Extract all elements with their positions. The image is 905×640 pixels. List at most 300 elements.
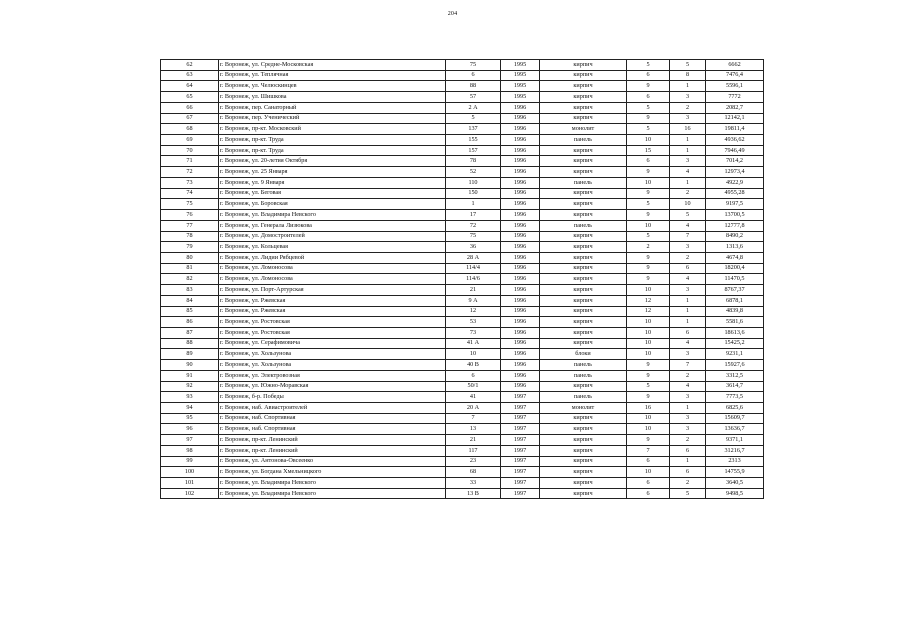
table-row bbox=[161, 188, 764, 199]
floors-cell: 9 bbox=[627, 167, 670, 178]
year-cell: 1996 bbox=[501, 231, 540, 242]
address-cell: г. Воронеж, ул. Владимира Невского bbox=[219, 210, 446, 221]
year-cell: 1996 bbox=[501, 210, 540, 221]
area-cell: 3614,7 bbox=[706, 381, 764, 392]
area-cell: 6878,1 bbox=[706, 295, 764, 306]
entrances-cell: 1 bbox=[670, 306, 706, 317]
floors-cell: 6 bbox=[627, 456, 670, 467]
house-number-cell: 52 bbox=[446, 167, 501, 178]
area-cell: 11470,5 bbox=[706, 274, 764, 285]
wall-material-cell: кирпич bbox=[540, 274, 627, 285]
row-number: 96 bbox=[161, 424, 219, 435]
area-cell: 15609,7 bbox=[706, 413, 764, 424]
year-cell: 1996 bbox=[501, 295, 540, 306]
table-row bbox=[161, 392, 764, 403]
area-cell: 4936,62 bbox=[706, 135, 764, 146]
row-number: 86 bbox=[161, 317, 219, 328]
entrances-cell: 3 bbox=[670, 285, 706, 296]
house-number-cell: 7 bbox=[446, 413, 501, 424]
year-cell: 1996 bbox=[501, 370, 540, 381]
entrances-cell: 4 bbox=[670, 220, 706, 231]
wall-material-cell: кирпич bbox=[540, 167, 627, 178]
floors-cell: 10 bbox=[627, 135, 670, 146]
wall-material-cell: кирпич bbox=[540, 242, 627, 253]
address-cell: г. Воронеж, ул. Теплячная bbox=[219, 70, 446, 81]
year-cell: 1997 bbox=[501, 392, 540, 403]
table-row bbox=[161, 360, 764, 371]
house-number-cell: 5 bbox=[446, 113, 501, 124]
row-number: 72 bbox=[161, 167, 219, 178]
row-number: 69 bbox=[161, 135, 219, 146]
area-cell: 4839,8 bbox=[706, 306, 764, 317]
entrances-cell: 2 bbox=[670, 188, 706, 199]
row-number: 101 bbox=[161, 478, 219, 489]
house-number-cell: 114/4 bbox=[446, 263, 501, 274]
address-cell: г. Воронеж, ул. Ростовская bbox=[219, 327, 446, 338]
house-number-cell: 150 bbox=[446, 188, 501, 199]
house-number-cell: 114/6 bbox=[446, 274, 501, 285]
page-number: 204 bbox=[447, 11, 458, 17]
entrances-cell: 3 bbox=[670, 349, 706, 360]
year-cell: 1997 bbox=[501, 467, 540, 478]
row-number: 88 bbox=[161, 338, 219, 349]
entrances-cell: 2 bbox=[670, 478, 706, 489]
entrances-cell: 3 bbox=[670, 92, 706, 103]
address-cell: г. Воронеж, ул. Владимира Невского bbox=[219, 478, 446, 489]
house-number-cell: 2 А bbox=[446, 102, 501, 113]
area-cell: 19811,4 bbox=[706, 124, 764, 135]
row-number: 74 bbox=[161, 188, 219, 199]
entrances-cell: 1 bbox=[670, 403, 706, 414]
floors-cell: 10 bbox=[627, 317, 670, 328]
address-cell: г. Воронеж, ул. Электровозная bbox=[219, 370, 446, 381]
entrances-cell: 3 bbox=[670, 242, 706, 253]
wall-material-cell: кирпич bbox=[540, 231, 627, 242]
house-number-cell: 50/1 bbox=[446, 381, 501, 392]
entrances-cell: 10 bbox=[670, 199, 706, 210]
entrances-cell: 7 bbox=[670, 360, 706, 371]
address-cell: г. Воронеж, ул. Серафимовича bbox=[219, 338, 446, 349]
year-cell: 1996 bbox=[501, 102, 540, 113]
wall-material-cell: кирпич bbox=[540, 478, 627, 489]
entrances-cell: 6 bbox=[670, 263, 706, 274]
year-cell: 1996 bbox=[501, 242, 540, 253]
table-row bbox=[161, 478, 764, 489]
entrances-cell: 1 bbox=[670, 317, 706, 328]
area-cell: 8490,2 bbox=[706, 231, 764, 242]
address-cell: г. Воронеж, ул. Хользунова bbox=[219, 360, 446, 371]
area-cell: 2313 bbox=[706, 456, 764, 467]
wall-material-cell: кирпич bbox=[540, 188, 627, 199]
wall-material-cell: монолит bbox=[540, 403, 627, 414]
address-cell: г. Воронеж, ул. Беговая bbox=[219, 188, 446, 199]
entrances-cell: 3 bbox=[670, 392, 706, 403]
table-row bbox=[161, 199, 764, 210]
address-cell: г. Воронеж, пр-кт. Труда bbox=[219, 135, 446, 146]
wall-material-cell: кирпич bbox=[540, 199, 627, 210]
house-number-cell: 13 bbox=[446, 424, 501, 435]
house-number-cell: 1 bbox=[446, 199, 501, 210]
housing-table bbox=[160, 59, 764, 499]
floors-cell: 6 bbox=[627, 156, 670, 167]
wall-material-cell: кирпич bbox=[540, 445, 627, 456]
floors-cell: 6 bbox=[627, 70, 670, 81]
address-cell: г. Воронеж, пр-кт. Ленинский bbox=[219, 445, 446, 456]
year-cell: 1996 bbox=[501, 327, 540, 338]
wall-material-cell: кирпич bbox=[540, 338, 627, 349]
wall-material-cell: кирпич bbox=[540, 413, 627, 424]
row-number: 73 bbox=[161, 177, 219, 188]
floors-cell: 5 bbox=[627, 60, 670, 71]
entrances-cell: 5 bbox=[670, 488, 706, 499]
address-cell: г. Воронеж, ул. Домостроителей bbox=[219, 231, 446, 242]
entrances-cell: 2 bbox=[670, 435, 706, 446]
year-cell: 1997 bbox=[501, 456, 540, 467]
entrances-cell: 7 bbox=[670, 231, 706, 242]
year-cell: 1997 bbox=[501, 413, 540, 424]
table-row bbox=[161, 488, 764, 499]
table-row bbox=[161, 177, 764, 188]
floors-cell: 10 bbox=[627, 424, 670, 435]
house-number-cell: 137 bbox=[446, 124, 501, 135]
area-cell: 4955,28 bbox=[706, 188, 764, 199]
address-cell: г. Воронеж, пр-кт. Труда bbox=[219, 145, 446, 156]
entrances-cell: 16 bbox=[670, 124, 706, 135]
table-row bbox=[161, 60, 764, 71]
house-number-cell: 155 bbox=[446, 135, 501, 146]
table-row bbox=[161, 156, 764, 167]
address-cell: г. Воронеж, ул. Ломоносова bbox=[219, 263, 446, 274]
area-cell: 7014,2 bbox=[706, 156, 764, 167]
address-cell: г. Воронеж, ул. Южно-Моравская bbox=[219, 381, 446, 392]
year-cell: 1996 bbox=[501, 274, 540, 285]
house-number-cell: 36 bbox=[446, 242, 501, 253]
wall-material-cell: кирпич bbox=[540, 317, 627, 328]
area-cell: 7946,49 bbox=[706, 145, 764, 156]
table-row bbox=[161, 252, 764, 263]
table-row bbox=[161, 210, 764, 221]
house-number-cell: 6 bbox=[446, 370, 501, 381]
table-row bbox=[161, 285, 764, 296]
floors-cell: 9 bbox=[627, 392, 670, 403]
row-number: 98 bbox=[161, 445, 219, 456]
entrances-cell: 8 bbox=[670, 70, 706, 81]
row-number: 102 bbox=[161, 488, 219, 499]
row-number: 87 bbox=[161, 327, 219, 338]
address-cell: г. Воронеж, наб. Спортивная bbox=[219, 424, 446, 435]
address-cell: г. Воронеж, ул. Ломоносова bbox=[219, 274, 446, 285]
year-cell: 1996 bbox=[501, 135, 540, 146]
table-row bbox=[161, 349, 764, 360]
entrances-cell: 5 bbox=[670, 60, 706, 71]
address-cell: г. Воронеж, ул. Богдана Хмельницкого bbox=[219, 467, 446, 478]
row-number: 68 bbox=[161, 124, 219, 135]
table-row bbox=[161, 370, 764, 381]
area-cell: 18200,4 bbox=[706, 263, 764, 274]
area-cell: 9197,5 bbox=[706, 199, 764, 210]
house-number-cell: 75 bbox=[446, 60, 501, 71]
address-cell: г. Воронеж, пр-кт. Ленинский bbox=[219, 435, 446, 446]
floors-cell: 5 bbox=[627, 199, 670, 210]
floors-cell: 9 bbox=[627, 263, 670, 274]
floors-cell: 9 bbox=[627, 360, 670, 371]
floors-cell: 10 bbox=[627, 467, 670, 478]
floors-cell: 5 bbox=[627, 231, 670, 242]
area-cell: 6662 bbox=[706, 60, 764, 71]
entrances-cell: 1 bbox=[670, 145, 706, 156]
row-number: 89 bbox=[161, 349, 219, 360]
wall-material-cell: кирпич bbox=[540, 60, 627, 71]
row-number: 90 bbox=[161, 360, 219, 371]
entrances-cell: 6 bbox=[670, 327, 706, 338]
table-row bbox=[161, 113, 764, 124]
house-number-cell: 88 bbox=[446, 81, 501, 92]
entrances-cell: 3 bbox=[670, 413, 706, 424]
entrances-cell: 3 bbox=[670, 424, 706, 435]
row-number: 78 bbox=[161, 231, 219, 242]
year-cell: 1996 bbox=[501, 349, 540, 360]
house-number-cell: 68 bbox=[446, 467, 501, 478]
area-cell: 4674,8 bbox=[706, 252, 764, 263]
housing-table-container bbox=[160, 59, 763, 499]
address-cell: г. Воронеж, ул. 25 Января bbox=[219, 167, 446, 178]
table-row bbox=[161, 456, 764, 467]
floors-cell: 5 bbox=[627, 124, 670, 135]
table-row bbox=[161, 70, 764, 81]
table-row bbox=[161, 381, 764, 392]
year-cell: 1997 bbox=[501, 445, 540, 456]
wall-material-cell: кирпич bbox=[540, 285, 627, 296]
table-row bbox=[161, 317, 764, 328]
entrances-cell: 1 bbox=[670, 177, 706, 188]
floors-cell: 9 bbox=[627, 370, 670, 381]
area-cell: 7773,5 bbox=[706, 392, 764, 403]
entrances-cell: 6 bbox=[670, 467, 706, 478]
row-number: 84 bbox=[161, 295, 219, 306]
row-number: 64 bbox=[161, 81, 219, 92]
floors-cell: 7 bbox=[627, 445, 670, 456]
wall-material-cell: панель bbox=[540, 220, 627, 231]
wall-material-cell: кирпич bbox=[540, 252, 627, 263]
year-cell: 1997 bbox=[501, 424, 540, 435]
entrances-cell: 3 bbox=[670, 156, 706, 167]
floors-cell: 10 bbox=[627, 177, 670, 188]
house-number-cell: 78 bbox=[446, 156, 501, 167]
house-number-cell: 6 bbox=[446, 70, 501, 81]
wall-material-cell: кирпич bbox=[540, 306, 627, 317]
floors-cell: 10 bbox=[627, 338, 670, 349]
address-cell: г. Воронеж, наб. Спортивная bbox=[219, 413, 446, 424]
entrances-cell: 4 bbox=[670, 381, 706, 392]
row-number: 99 bbox=[161, 456, 219, 467]
address-cell: г. Воронеж, ул. Ростовская bbox=[219, 317, 446, 328]
table-body bbox=[161, 60, 764, 499]
area-cell: 3640,5 bbox=[706, 478, 764, 489]
year-cell: 1996 bbox=[501, 263, 540, 274]
address-cell: г. Воронеж, ул. Ржевская bbox=[219, 306, 446, 317]
year-cell: 1996 bbox=[501, 188, 540, 199]
table-row bbox=[161, 145, 764, 156]
year-cell: 1996 bbox=[501, 177, 540, 188]
floors-cell: 6 bbox=[627, 488, 670, 499]
year-cell: 1996 bbox=[501, 338, 540, 349]
row-number: 80 bbox=[161, 252, 219, 263]
address-cell: г. Воронеж, б-р. Победы bbox=[219, 392, 446, 403]
area-cell: 12777,8 bbox=[706, 220, 764, 231]
floors-cell: 6 bbox=[627, 478, 670, 489]
address-cell: г. Воронеж, ул. 20-летия Октября bbox=[219, 156, 446, 167]
table-row bbox=[161, 435, 764, 446]
table-row bbox=[161, 413, 764, 424]
wall-material-cell: кирпич bbox=[540, 210, 627, 221]
wall-material-cell: кирпич bbox=[540, 435, 627, 446]
wall-material-cell: кирпич bbox=[540, 456, 627, 467]
house-number-cell: 110 bbox=[446, 177, 501, 188]
wall-material-cell: кирпич bbox=[540, 102, 627, 113]
table-row bbox=[161, 242, 764, 253]
area-cell: 7476,4 bbox=[706, 70, 764, 81]
row-number: 91 bbox=[161, 370, 219, 381]
wall-material-cell: монолит bbox=[540, 124, 627, 135]
entrances-cell: 2 bbox=[670, 252, 706, 263]
floors-cell: 9 bbox=[627, 81, 670, 92]
address-cell: г. Воронеж, ул. Владимира Невского bbox=[219, 488, 446, 499]
wall-material-cell: кирпич bbox=[540, 145, 627, 156]
house-number-cell: 23 bbox=[446, 456, 501, 467]
year-cell: 1996 bbox=[501, 317, 540, 328]
year-cell: 1997 bbox=[501, 478, 540, 489]
address-cell: г. Воронеж, ул. 9 Января bbox=[219, 177, 446, 188]
floors-cell: 9 bbox=[627, 252, 670, 263]
entrances-cell: 1 bbox=[670, 295, 706, 306]
address-cell: г. Воронеж, ул. Боровская bbox=[219, 199, 446, 210]
area-cell: 13700,5 bbox=[706, 210, 764, 221]
floors-cell: 5 bbox=[627, 102, 670, 113]
table-row bbox=[161, 220, 764, 231]
floors-cell: 5 bbox=[627, 381, 670, 392]
year-cell: 1996 bbox=[501, 285, 540, 296]
table-row bbox=[161, 81, 764, 92]
entrances-cell: 4 bbox=[670, 274, 706, 285]
area-cell: 14755,9 bbox=[706, 467, 764, 478]
row-number: 83 bbox=[161, 285, 219, 296]
table-row bbox=[161, 338, 764, 349]
house-number-cell: 10 bbox=[446, 349, 501, 360]
area-cell: 4922,9 bbox=[706, 177, 764, 188]
floors-cell: 12 bbox=[627, 306, 670, 317]
row-number: 66 bbox=[161, 102, 219, 113]
year-cell: 1996 bbox=[501, 156, 540, 167]
floors-cell: 9 bbox=[627, 210, 670, 221]
wall-material-cell: панель bbox=[540, 370, 627, 381]
entrances-cell: 2 bbox=[670, 370, 706, 381]
house-number-cell: 75 bbox=[446, 231, 501, 242]
entrances-cell: 4 bbox=[670, 338, 706, 349]
house-number-cell: 53 bbox=[446, 317, 501, 328]
row-number: 63 bbox=[161, 70, 219, 81]
year-cell: 1996 bbox=[501, 145, 540, 156]
wall-material-cell: кирпич bbox=[540, 92, 627, 103]
wall-material-cell: кирпич bbox=[540, 70, 627, 81]
table-row bbox=[161, 445, 764, 456]
wall-material-cell: панель bbox=[540, 360, 627, 371]
floors-cell: 9 bbox=[627, 274, 670, 285]
row-number: 97 bbox=[161, 435, 219, 446]
area-cell: 9498,5 bbox=[706, 488, 764, 499]
wall-material-cell: кирпич bbox=[540, 81, 627, 92]
year-cell: 1996 bbox=[501, 381, 540, 392]
entrances-cell: 2 bbox=[670, 102, 706, 113]
wall-material-cell: кирпич bbox=[540, 156, 627, 167]
area-cell: 2082,7 bbox=[706, 102, 764, 113]
area-cell: 18613,6 bbox=[706, 327, 764, 338]
row-number: 95 bbox=[161, 413, 219, 424]
year-cell: 1995 bbox=[501, 92, 540, 103]
floors-cell: 6 bbox=[627, 92, 670, 103]
area-cell: 8767,37 bbox=[706, 285, 764, 296]
floors-cell: 9 bbox=[627, 113, 670, 124]
area-cell: 9371,1 bbox=[706, 435, 764, 446]
year-cell: 1996 bbox=[501, 199, 540, 210]
area-cell: 7772 bbox=[706, 92, 764, 103]
house-number-cell: 12 bbox=[446, 306, 501, 317]
table-row bbox=[161, 167, 764, 178]
row-number: 93 bbox=[161, 392, 219, 403]
row-number: 77 bbox=[161, 220, 219, 231]
house-number-cell: 41 А bbox=[446, 338, 501, 349]
area-cell: 12142,1 bbox=[706, 113, 764, 124]
row-number: 70 bbox=[161, 145, 219, 156]
year-cell: 1995 bbox=[501, 60, 540, 71]
floors-cell: 10 bbox=[627, 220, 670, 231]
row-number: 79 bbox=[161, 242, 219, 253]
table-row bbox=[161, 135, 764, 146]
house-number-cell: 73 bbox=[446, 327, 501, 338]
row-number: 85 bbox=[161, 306, 219, 317]
floors-cell: 15 bbox=[627, 145, 670, 156]
floors-cell: 12 bbox=[627, 295, 670, 306]
floors-cell: 9 bbox=[627, 435, 670, 446]
row-number: 67 bbox=[161, 113, 219, 124]
entrances-cell: 1 bbox=[670, 456, 706, 467]
area-cell: 31216,7 bbox=[706, 445, 764, 456]
address-cell: г. Воронеж, ул. Челюскинцев bbox=[219, 81, 446, 92]
wall-material-cell: кирпич bbox=[540, 467, 627, 478]
wall-material-cell: панель bbox=[540, 135, 627, 146]
entrances-cell: 1 bbox=[670, 135, 706, 146]
address-cell: г. Воронеж, ул. Средне-Московская bbox=[219, 60, 446, 71]
year-cell: 1995 bbox=[501, 81, 540, 92]
year-cell: 1995 bbox=[501, 70, 540, 81]
address-cell: г. Воронеж, ул. Шишкова bbox=[219, 92, 446, 103]
table-row bbox=[161, 263, 764, 274]
wall-material-cell: кирпич bbox=[540, 113, 627, 124]
floors-cell: 10 bbox=[627, 349, 670, 360]
entrances-cell: 6 bbox=[670, 445, 706, 456]
area-cell: 3312,5 bbox=[706, 370, 764, 381]
wall-material-cell: кирпич bbox=[540, 381, 627, 392]
row-number: 65 bbox=[161, 92, 219, 103]
house-number-cell: 13 В bbox=[446, 488, 501, 499]
wall-material-cell: кирпич bbox=[540, 424, 627, 435]
area-cell: 15425,2 bbox=[706, 338, 764, 349]
entrances-cell: 4 bbox=[670, 167, 706, 178]
house-number-cell: 117 bbox=[446, 445, 501, 456]
house-number-cell: 40 В bbox=[446, 360, 501, 371]
table-row bbox=[161, 92, 764, 103]
floors-cell: 10 bbox=[627, 285, 670, 296]
wall-material-cell: кирпич bbox=[540, 295, 627, 306]
